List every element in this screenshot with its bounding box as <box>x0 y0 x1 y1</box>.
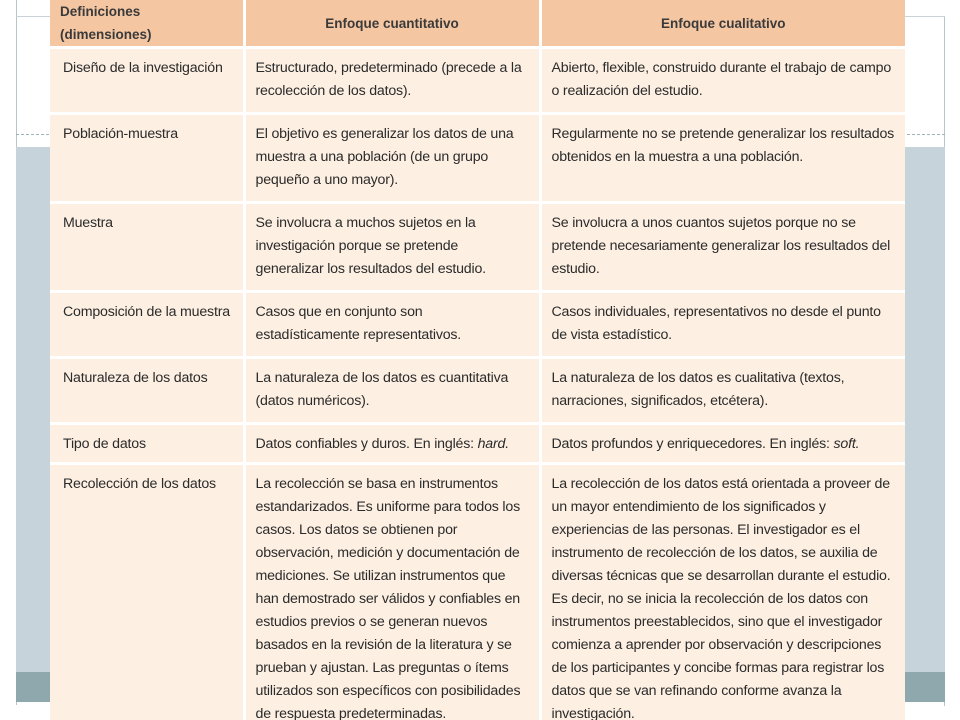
english-term-hard: hard. <box>477 436 509 452</box>
qualitative-cell: La naturaleza de los datos es cualitativa (textos, narraciones, significados, etcétera). <box>540 358 905 424</box>
dimension-cell: Tipo de datos <box>50 424 244 464</box>
qualitative-cell: Abierto, flexible, construido durante el trabajo de campo o realización del estudio. <box>540 48 905 114</box>
table-row <box>50 358 905 424</box>
dimension-cell: Composición de la muestra <box>50 292 244 358</box>
quantitative-text: Datos confiables y duros. En inglés: <box>255 436 474 452</box>
table-row <box>50 114 905 203</box>
quantitative-cell: La recolección se basa en instrumentos estandarizados. Es uniforme para todos los casos. Los datos se obtienen por observación, medición y documentación de mediciones. Se utilizan instrumentos que han demostrado ser válidos y confiables en estudios previos o se generan nuevos basados en la revisión de la literatura y se prueban y ajustan. Las preguntas o ítems utilizados son específicos con posibilidades de respuesta predeterminadas. <box>244 464 540 720</box>
quantitative-cell: El objetivo es generalizar los datos de una muestra a una población (de un grupo pequeño a uno mayor). <box>244 114 540 203</box>
table-row <box>50 292 905 358</box>
qualitative-cell <box>540 424 905 464</box>
comparison-table <box>50 0 905 720</box>
table-row <box>50 203 905 292</box>
dimension-cell: Población-muestra <box>50 114 244 203</box>
qualitative-cell: La recolección de los datos está orientada a proveer de un mayor entendimiento de los significados y experiencias de las personas. El investigador es el instrumento de recolección de los datos, se auxilia de diversas técnicas que se desarrollan durante el estudio. Es decir, no se inicia la recolección de los datos con instrumentos preestablecidos, sino que el investigador comienza a aprender por observación y descripciones de los participantes y concibe formas para registrar los datos que se van refinando conforme avanza la investigación. <box>540 464 905 720</box>
qualitative-cell: Regularmente no se pretende generalizar los resultados obtenidos en la muestra a una población. <box>540 114 905 203</box>
comparison-table-container <box>50 0 905 720</box>
dimension-cell: Recolección de los datos <box>50 464 244 720</box>
header-qualitative: Enfoque cualitativo <box>540 0 905 48</box>
quantitative-cell: Estructurado, predeterminado (precede a la recolección de los datos). <box>244 48 540 114</box>
header-dimensions: Definiciones (dimensiones) <box>50 0 244 48</box>
quantitative-cell: Se involucra a muchos sujetos en la investigación porque se pretende generalizar los resultados del estudio. <box>244 203 540 292</box>
header-quantitative: Enfoque cuantitativo <box>244 0 540 48</box>
qualitative-cell: Se involucra a unos cuantos sujetos porque no se pretende necesariamente generalizar los resultados del estudio. <box>540 203 905 292</box>
table-row <box>50 48 905 114</box>
dimension-cell: Muestra <box>50 203 244 292</box>
english-term-soft: soft. <box>833 436 860 452</box>
table-row <box>50 464 905 720</box>
quantitative-cell: La naturaleza de los datos es cuantitativa (datos numéricos). <box>244 358 540 424</box>
quantitative-cell <box>244 424 540 464</box>
qualitative-text: Datos profundos y enriquecedores. En inglés: <box>551 436 830 452</box>
dimension-cell: Naturaleza de los datos <box>50 358 244 424</box>
qualitative-cell: Casos individuales, representativos no desde el punto de vista estadístico. <box>540 292 905 358</box>
dimension-cell: Diseño de la investigación <box>50 48 244 114</box>
quantitative-cell: Casos que en conjunto son estadísticamente representativos. <box>244 292 540 358</box>
table-row <box>50 424 905 464</box>
table-header-row <box>50 0 905 48</box>
